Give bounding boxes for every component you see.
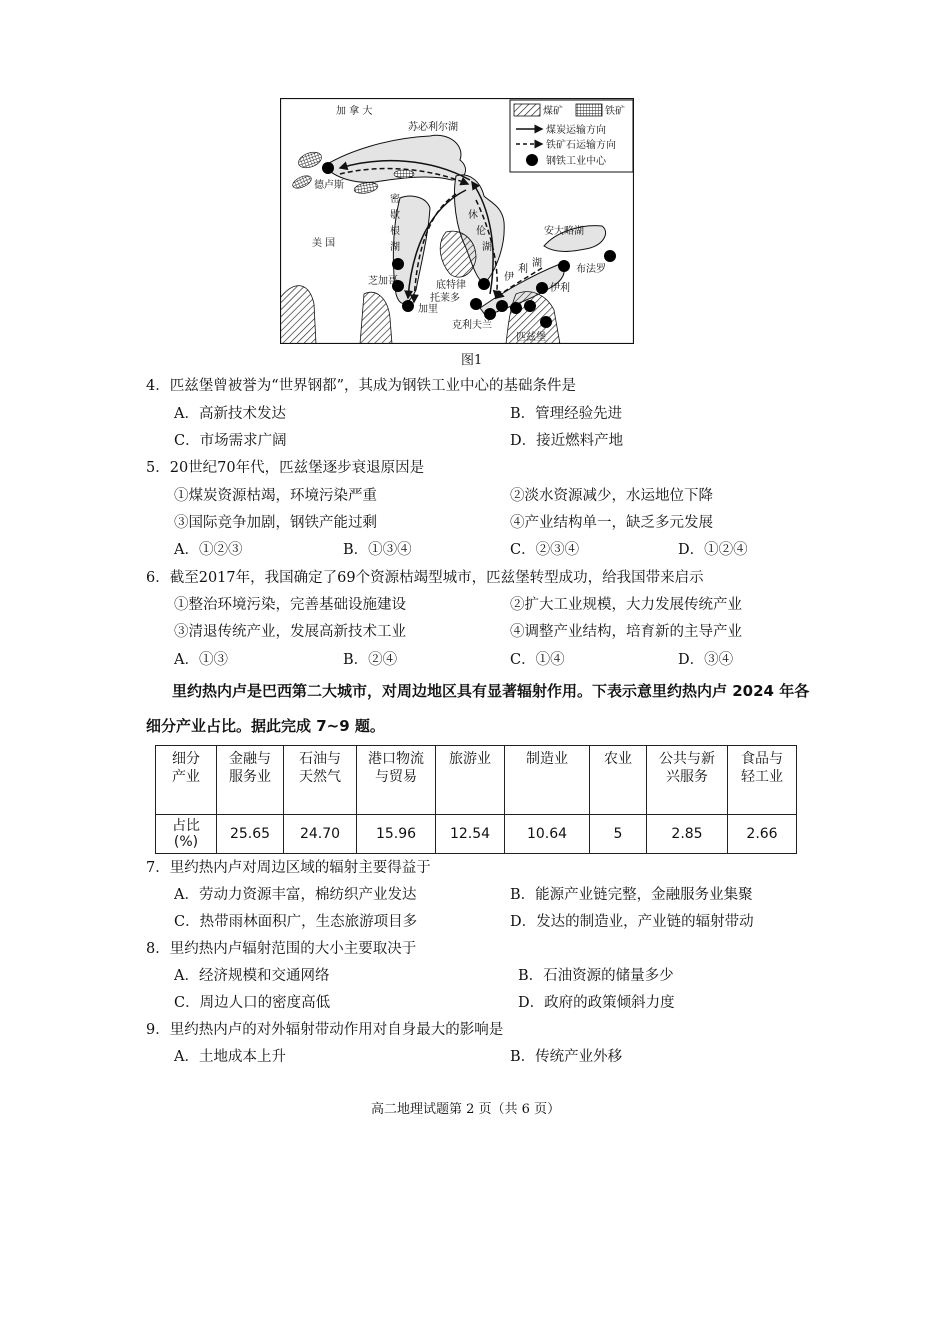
- label-gary: 加里: [418, 304, 438, 315]
- question-7-stem: 7．里约热内卢对周边区域的辐射主要得益于: [146, 860, 431, 876]
- question-7-option-c[interactable]: C．热带雨林面积广，生态旅游项目多: [174, 914, 418, 930]
- question-5-option-c[interactable]: C．②③④: [510, 542, 580, 558]
- question-7-option-d[interactable]: D．发达的制造业，产业链的辐射带动: [510, 914, 754, 930]
- label-chicago: 芝加哥: [368, 276, 398, 287]
- legend-coal-swatch: [514, 104, 540, 116]
- label-canada: 加 拿 大: [336, 106, 373, 117]
- question-7-option-b[interactable]: B．能源产业链完整，金融服务业集聚: [510, 887, 753, 903]
- label-buffalo: 布法罗: [576, 264, 606, 275]
- label-duluth: 德卢斯: [314, 180, 344, 191]
- question-9-option-b[interactable]: B．传统产业外移: [510, 1049, 623, 1065]
- steel-center-cleveland-3: [484, 308, 496, 320]
- question-4-stem: 4．匹兹堡曾被誉为“世界钢都”，其成为钢铁工业中心的基础条件是: [146, 378, 577, 394]
- question-4-option-d[interactable]: D．接近燃料产地: [510, 433, 624, 449]
- question-6-option-a[interactable]: A．①③: [174, 652, 228, 668]
- legend-coal-route: 煤炭运输方向: [546, 125, 606, 136]
- question-5-option-b[interactable]: B．①③④: [343, 542, 412, 558]
- table-col-agriculture: 农业: [590, 746, 647, 815]
- question-9-stem: 9．里约热内卢的对外辐射带动作用对自身最大的影响是: [146, 1022, 504, 1038]
- steel-center-toledo: [470, 298, 482, 310]
- question-8-option-d[interactable]: D．政府的政策倾斜力度: [518, 995, 675, 1011]
- table-cell: 25.65: [217, 815, 284, 854]
- table-cell: 5: [590, 815, 647, 854]
- steel-center-buffalo: [558, 260, 570, 272]
- label-erie-2: 利: [518, 264, 528, 275]
- legend-iron: 铁矿: [605, 106, 625, 117]
- label-michigan-3: 根: [390, 226, 400, 237]
- table-col-public-services: 公共与新 兴服务: [647, 746, 728, 815]
- label-cleveland: 克利夫兰: [452, 320, 492, 331]
- legend-coal: 煤矿: [543, 106, 563, 117]
- label-huron-1: 休: [468, 210, 478, 221]
- table-col-port-trade: 港口物流 与贸易: [357, 746, 436, 815]
- question-5-item-2: ②淡水资源减少，水运地位下降: [510, 488, 713, 504]
- question-5-item-1: ①煤炭资源枯竭，环境污染严重: [174, 488, 377, 504]
- label-ontario: 安大略湖: [544, 226, 584, 237]
- steel-center-pittsburgh-2: [540, 316, 552, 328]
- steel-center-pittsburgh-1: [524, 300, 536, 312]
- question-8-option-a[interactable]: A．经济规模和交通网络: [174, 968, 330, 984]
- table-cell: 10.64: [505, 815, 590, 854]
- label-michigan-1: 密: [390, 194, 400, 205]
- label-huron-2: 伦: [476, 226, 486, 237]
- steel-center-detroit: [478, 278, 490, 290]
- label-michigan-4: 湖: [390, 242, 400, 253]
- figure-caption: 图1: [461, 353, 483, 368]
- table-col-manufacturing: 制造业: [505, 746, 590, 815]
- label-erie-3: 湖: [532, 258, 542, 269]
- question-5-option-d[interactable]: D．①②④: [678, 542, 748, 558]
- table-row-header-share: 占比 (%): [156, 815, 217, 854]
- steel-center-chicago-n: [392, 258, 404, 270]
- steel-center-erie: [536, 282, 548, 294]
- great-lakes-map: [280, 98, 634, 344]
- table-cell: 15.96: [357, 815, 436, 854]
- page-footer: 高二地理试题第 2 页（共 6 页）: [371, 1102, 561, 1117]
- legend-iron-swatch: [576, 104, 602, 116]
- question-5-item-4: ④产业结构单一，缺乏多元发展: [510, 515, 713, 531]
- question-6-item-1: ①整治环境污染，完善基础设施建设: [174, 597, 406, 613]
- label-erie-1: 伊: [504, 272, 514, 283]
- table-row-header-industry: 细分 产业: [156, 746, 217, 815]
- intro-line-1: 里约热内卢是巴西第二大城市，对周边地区具有显著辐射作用。下表示意里约热内卢 2024 年各: [172, 682, 810, 700]
- table-col-oil-gas: 石油与 天然气: [284, 746, 357, 815]
- legend-steel-center: 钢铁工业中心: [546, 156, 606, 167]
- table-cell: 2.85: [647, 815, 728, 854]
- label-superior: 苏必利尔湖: [408, 122, 458, 133]
- label-michigan-2: 歇: [390, 210, 400, 221]
- question-6-item-4: ④调整产业结构，培育新的主导产业: [510, 624, 742, 640]
- question-9-option-a[interactable]: A．土地成本上升: [174, 1049, 286, 1065]
- question-6-option-b[interactable]: B．②④: [343, 652, 398, 668]
- table-cell: 12.54: [436, 815, 505, 854]
- question-8-option-c[interactable]: C．周边人口的密度高低: [174, 995, 331, 1011]
- label-erie-city: 伊利: [550, 283, 570, 294]
- question-6-option-d[interactable]: D．③④: [678, 652, 734, 668]
- question-7-option-a[interactable]: A．劳动力资源丰富，棉纺织产业发达: [174, 887, 417, 903]
- steel-center-gary: [402, 300, 414, 312]
- question-4-option-c[interactable]: C．市场需求广阔: [174, 433, 287, 449]
- question-8-option-b[interactable]: B．石油资源的储量多少: [518, 968, 674, 984]
- table-col-finance: 金融与 服务业: [217, 746, 284, 815]
- table-header-row: [156, 746, 797, 815]
- question-5-item-3: ③国际竞争加剧，钢铁产能过剩: [174, 515, 377, 531]
- steel-center-east: [604, 250, 616, 262]
- steel-center-duluth: [322, 162, 334, 174]
- intro-line-2: 细分产业占比。据此完成 7~9 题。: [146, 717, 385, 735]
- question-4-option-b[interactable]: B．管理经验先进: [510, 406, 623, 422]
- table-value-row: [156, 815, 797, 854]
- question-6-stem: 6．截至2017年，我国确定了69个资源枯竭型城市，匹兹堡转型成功，给我国带来启示: [146, 570, 704, 586]
- table-col-food-light: 食品与 轻工业: [728, 746, 797, 815]
- question-5-stem: 5．20世纪70年代，匹兹堡逐步衰退原因是: [146, 460, 425, 476]
- industry-share-table: [155, 745, 797, 854]
- question-6-option-c[interactable]: C．①④: [510, 652, 565, 668]
- question-8-stem: 8．里约热内卢辐射范围的大小主要取决于: [146, 941, 417, 957]
- coal-field-west: [280, 286, 316, 344]
- label-huron-3: 湖: [482, 242, 492, 253]
- legend-iron-route: 铁矿石运输方向: [546, 140, 616, 151]
- steel-center-cleveland-2: [510, 302, 522, 314]
- label-pittsburgh: 匹兹堡: [516, 332, 546, 343]
- question-4-option-a[interactable]: A．高新技术发达: [174, 406, 286, 422]
- legend-steel-dot: [526, 154, 538, 166]
- table-cell: 24.70: [284, 815, 357, 854]
- table-col-tourism: 旅游业: [436, 746, 505, 815]
- table-cell: 2.66: [728, 815, 797, 854]
- label-usa: 美 国: [312, 238, 336, 249]
- label-detroit: 底特律: [436, 280, 466, 291]
- steel-center-cleveland-1: [496, 300, 508, 312]
- label-toledo: 托莱多: [430, 293, 460, 304]
- question-6-item-3: ③清退传统产业，发展高新技术工业: [174, 624, 406, 640]
- iron-field-4: [394, 170, 414, 178]
- question-5-option-a[interactable]: A．①②③: [174, 542, 243, 558]
- question-6-item-2: ②扩大工业规模，大力发展传统产业: [510, 597, 742, 613]
- map-legend: [510, 100, 633, 172]
